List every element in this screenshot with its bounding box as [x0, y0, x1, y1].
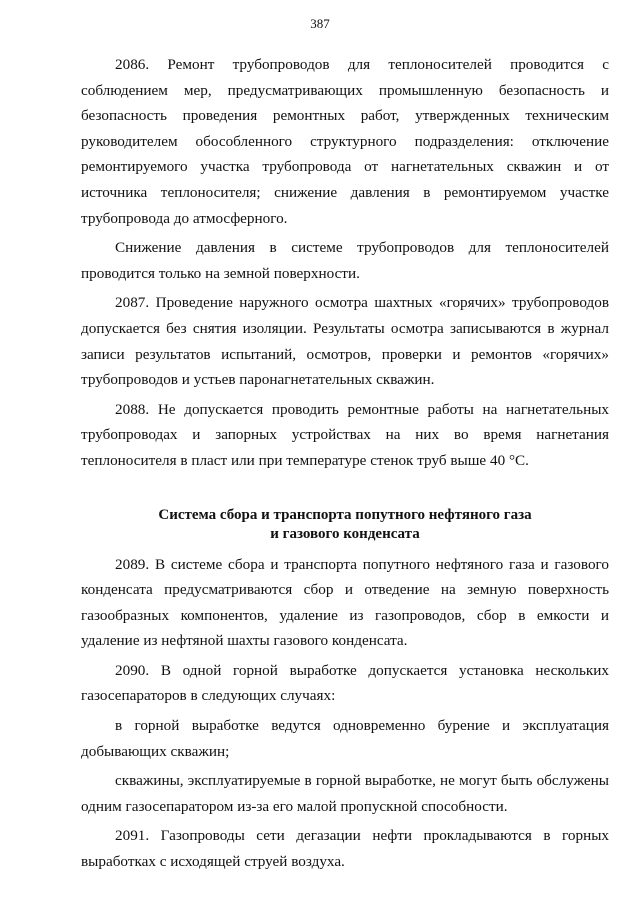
list-item-separator-capacity: скважины, эксплуатируемые в горной выработке, не могут быть обслужены одним газосепаратором из-за его малой пропускной способности. [81, 772, 609, 815]
section-heading [81, 506, 609, 544]
paragraph-2091: 2091. Газопроводы сети дегазации нефти прокладываются в горных выработках с исходящей струей воздуха. [81, 827, 609, 871]
page-number: 387 [310, 16, 330, 31]
paragraph-2088: 2088. Не допускается проводить ремонтные работы на нагнетательных трубопроводах и запорных устройствах на них во время нагнетания теплоносителя в пласт или при температуре стенок труб выше 40 °С. [81, 400, 609, 469]
document-body [81, 52, 609, 879]
section-heading-line-2: и газового конденсата [270, 525, 420, 542]
paragraph-pressure-reduction: Снижение давления в системе трубопроводов для теплоносителей проводится только на земной поверхности. [81, 239, 609, 282]
list-item-drilling-and-production: в горной выработке ведутся одновременно бурение и эксплуатация добывающих скважин; [81, 717, 609, 760]
paragraph-2086: 2086. Ремонт трубопроводов для теплоносителей проводится с соблюдением мер, предусматривающих промышленную безопасность и безопасность проведения ремонтных работ, утвержденных техническим руководителем обособленного структурного подразделения: отключение ремонтируемого участка трубопровода от нагнетательных скважин и от источника теплоносителя; снижение давления в ремонтируемом участке трубопровода до атмосферного. [81, 56, 609, 227]
section-heading-line-1: Система сбора и транспорта попутного нефтяного газа [158, 506, 532, 523]
paragraph-2089: 2089. В системе сбора и транспорта попутного нефтяного газа и газового конденсата предусматриваются сбор и отведение на земную поверхность газообразных компонентов, удаление из газопроводов, сбор в емкости и удаление из нефтяной шахты газового конденсата. [81, 555, 609, 650]
paragraph-2090: 2090. В одной горной выработке допускается установка нескольких газосепараторов в следующих случаях: [81, 661, 609, 705]
paragraph-2087: 2087. Проведение наружного осмотра шахтных «горячих» трубопроводов допускается без снятия изоляции. Результаты осмотра записываются в журнал записи результатов испытаний, осмотров, проверки и ремонтов «горячих» трубопроводов и устьев паронагнетательных скважин. [81, 294, 609, 389]
